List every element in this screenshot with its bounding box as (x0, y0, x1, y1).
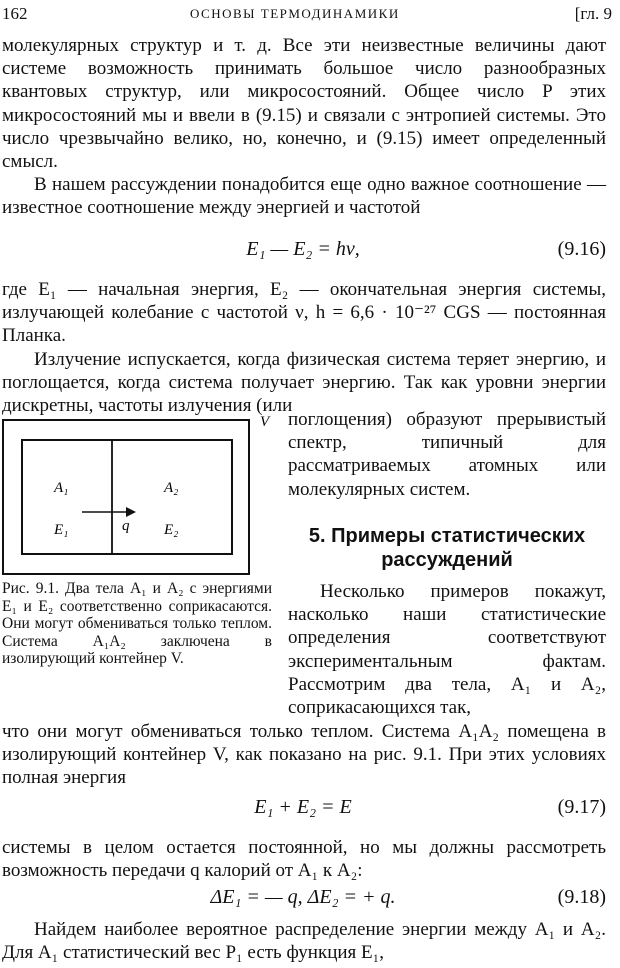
chapter-label: [гл. 9 (574, 4, 612, 23)
text-block-top (2, 34, 606, 220)
body1-energy: E₁ (54, 522, 69, 538)
paragraph-5: что они могут обмениваться только теплом. Система A₁A₂ помещена в изолирующий контейнер V, как показано на рис. 9.1. При этих условиях полная энергия (2, 721, 606, 789)
side-text: поглощения) образуют прерывистый спектр, типичный для рассматриваемых атомных или молекулярных систем. (288, 409, 606, 500)
page-header (0, 4, 620, 26)
section-title: 5. Примеры статистических рассуждений (308, 525, 586, 571)
heat-flow-arrowhead (126, 507, 136, 517)
body2-label: A₂ (164, 480, 179, 496)
running-title: ОСНОВЫ ТЕРМОДИНАМИКИ (190, 6, 400, 21)
equation-9-18 (0, 886, 606, 912)
text-block-last (2, 918, 606, 964)
text-block-lower (2, 720, 606, 790)
container-outer-wall (3, 420, 249, 574)
equation-9-16 (0, 238, 606, 264)
equation-9-17-number: (9.17) (557, 796, 606, 818)
body2-energy: E₂ (164, 522, 179, 538)
text-block-middle (2, 278, 606, 417)
equation-9-17-formula: E₁ + E₂ = E (254, 796, 352, 818)
text-block-bottom (2, 836, 606, 882)
figure-9-1 (2, 408, 272, 578)
body1-label: A₁ (54, 480, 69, 496)
paragraph-1: молекулярных структур и т. д. Все эти неизвестные величины дают системе возможность принимать большое число разнообразных квантовых структур, или микросостояний. Общее число P этих микросостояний мы и ввели в (9.15) и связали с энтропией системы. Это число чрезвычайно велико, но, конечно, и (9.15) имеет определенный смысл. (2, 35, 606, 173)
side-text-2 (288, 580, 606, 719)
paragraph-2: В нашем рассуждении понадобится еще одно важное соотношение — известное соотношение между энергией и частотой (2, 174, 606, 219)
paragraph-3: где E₁ — начальная энергия, E₂ — окончательная энергия системы, излучающей колебание с частотой ν, h = 6,6 · 10⁻²⁷ CGS — постоянная Планка. (2, 279, 606, 347)
paragraph-4: Излучение испускается, когда физическая система теряет энергию, и поглощается, когда система получает энергию. Так как уровни энергии дискретны, частоты излучения (или (2, 348, 606, 417)
equation-9-16-number: (9.16) (557, 238, 606, 260)
equation-9-16-formula: E₁ — E₂ = hν, (246, 238, 360, 260)
container-label: V (260, 414, 270, 430)
page-number: 162 (2, 4, 28, 23)
heat-label: q (122, 518, 130, 534)
figure-caption: Рис. 9.1. Два тела A₁ и A₂ с энергиями E₁ и E₂ соответственно соприкасаются. Они могут обмениваться только теплом. Система A₁A₂ заключена в изолирующий контейнер V. (2, 580, 272, 668)
paragraph-7: Найдем наиболее вероятное распределение энергии между A₁ и A₂. Для A₁ статистический вес P₁ есть функция E₁, (2, 919, 606, 964)
equation-9-17 (0, 796, 606, 822)
paragraph-6: системы в целом остается постоянной, но мы должны рассмотреть возможность передачи q калорий от A₁ к A₂: (2, 837, 606, 882)
paragraph-side-2: Несколько примеров покажут, насколько наши статистические определения соответствуют экспериментальным фактам. Рассмотрим два тела, A₁ и A₂, соприкасающихся так, (288, 581, 606, 719)
equation-9-18-formula: ΔE₁ = — q, ΔE₂ = + q. (210, 886, 396, 908)
equation-9-18-number: (9.18) (557, 886, 606, 908)
